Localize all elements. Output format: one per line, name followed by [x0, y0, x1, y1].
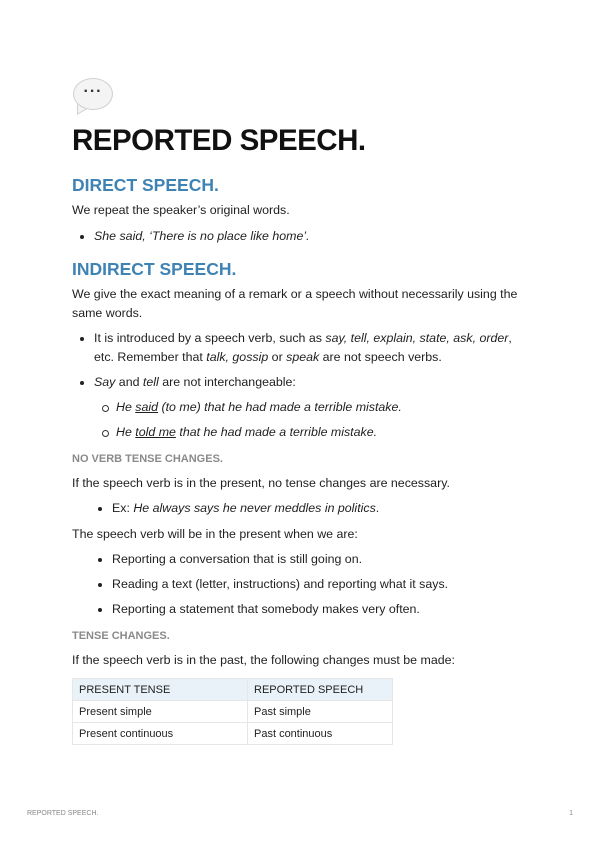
text: speak — [286, 349, 320, 364]
list-item — [72, 373, 532, 392]
table-header-row — [73, 679, 393, 701]
table-row — [73, 723, 393, 745]
list-item: Reading a text (letter, instructions) and reporting what it says. — [72, 575, 532, 594]
list-item: Reporting a statement that somebody makes very often. — [72, 600, 532, 619]
text: said — [135, 399, 159, 414]
text: Ex: — [112, 501, 134, 515]
text: It is introduced by a speech verb, such as — [94, 331, 326, 345]
text: told me — [135, 425, 176, 439]
heading-no-verb-tense-changes: NO VERB TENSE CHANGES. — [72, 452, 223, 465]
table-cell: Present continuous — [73, 723, 248, 745]
document-page — [72, 78, 532, 745]
change-intro: If the speech verb is in the past, the following changes must be made: — [72, 652, 455, 667]
list-item: Reporting a conversation that is still going on. — [72, 550, 532, 569]
text: He — [116, 425, 136, 439]
heading-indirect-speech: INDIRECT SPEECH. — [72, 259, 237, 279]
column-header: PRESENT TENSE — [73, 679, 248, 701]
text: , etc. Remember that — [94, 331, 512, 364]
list-item — [72, 499, 532, 518]
table-cell: Past simple — [248, 701, 393, 723]
page-footer — [27, 810, 573, 817]
text: are not speech verbs. — [319, 349, 442, 364]
table-cell: Present simple — [73, 701, 248, 723]
text: talk, gossip — [206, 349, 269, 364]
text: He — [116, 399, 136, 414]
column-header: REPORTED SPEECH — [248, 679, 393, 701]
heading-tense-changes: TENSE CHANGES. — [72, 629, 170, 642]
list-item — [72, 329, 532, 366]
footer-title: REPORTED SPEECH. — [27, 810, 99, 817]
list-item — [72, 227, 532, 246]
text: He always says he never meddles in politics — [133, 501, 376, 515]
heading-direct-speech: DIRECT SPEECH. — [72, 175, 219, 195]
no-change-intro: If the speech verb is in the present, no tense changes are necessary. — [72, 475, 450, 490]
text: or — [268, 349, 287, 364]
text: are not interchangeable: — [158, 375, 296, 389]
indirect-intro: We give the exact meaning of a remark or a speech without necessarily using the same words. — [72, 287, 518, 320]
text: tell — [142, 375, 159, 389]
direct-intro: We repeat the speaker’s original words. — [72, 203, 290, 217]
text: . — [375, 501, 380, 515]
speech-balloon-icon: ··· — [73, 78, 113, 114]
text: Say — [94, 375, 116, 389]
list-item — [72, 398, 532, 417]
text: say, tell, explain, state, ask, order — [325, 331, 509, 345]
table-cell: Past continuous — [248, 723, 393, 745]
table-row — [73, 701, 393, 723]
tense-table — [72, 678, 393, 745]
example-text: She said, ‘There is no place like home’. — [94, 228, 310, 243]
text: and — [115, 375, 143, 389]
list-item — [72, 423, 532, 442]
text: (to me) that he had made a terrible mistake. — [158, 399, 402, 414]
page-title: REPORTED SPEECH. — [72, 124, 366, 157]
page-number: 1 — [569, 810, 573, 817]
text: that he had made a terrible mistake. — [175, 425, 378, 439]
no-change-intro2: The speech verb will be in the present when we are: — [72, 526, 358, 541]
